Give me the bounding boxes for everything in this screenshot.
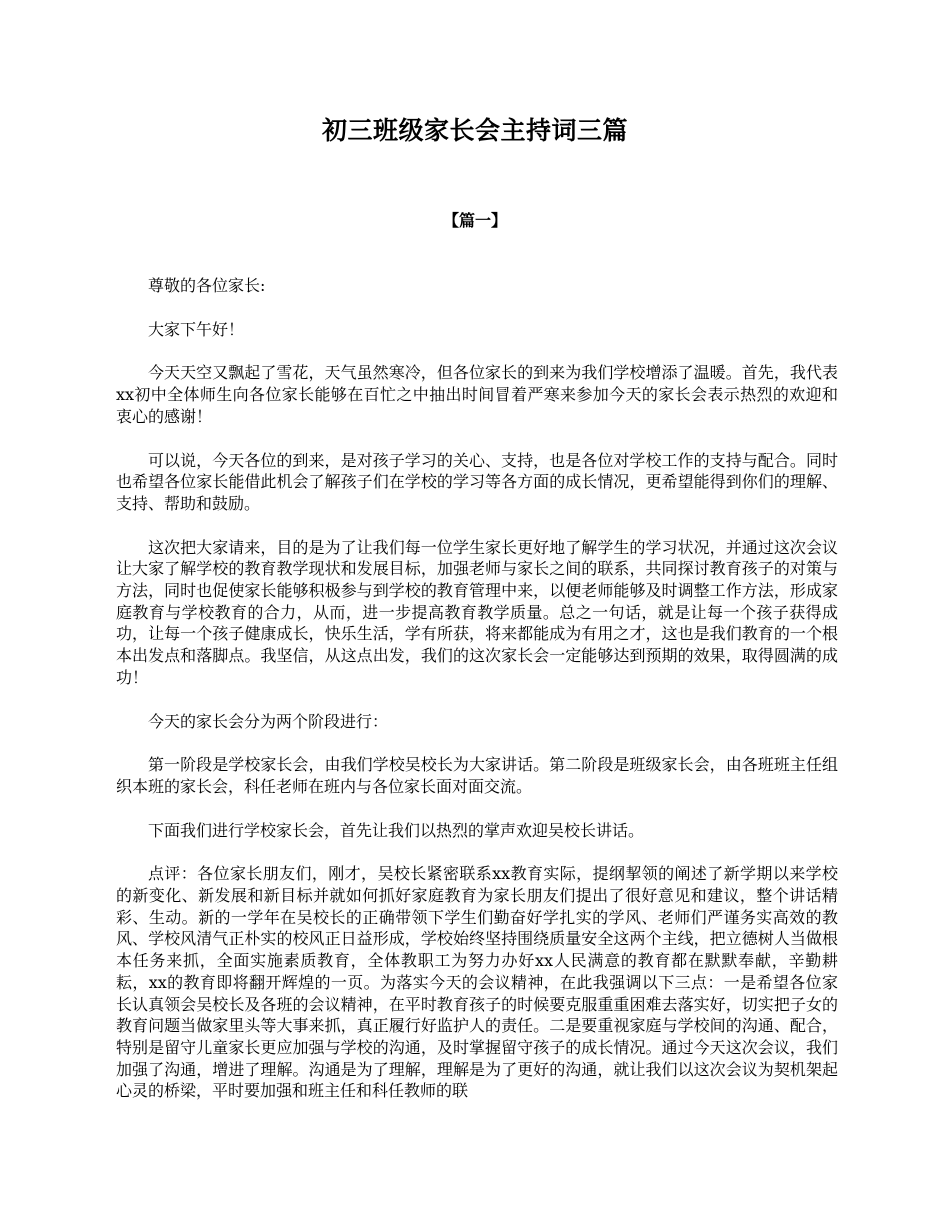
- paragraph: 下面我们进行学校家长会，首先让我们以热烈的掌声欢迎吴校长讲话。: [148, 820, 645, 840]
- paragraph: 今天的家长会分为两个阶段进行：: [148, 711, 389, 731]
- paragraph: 第一阶段是学校家长会，由我们学校吴校长为大家讲话。第二阶段是班级家长会，由各班班主任组织本班的家长会，科任老师在班内与各位家长面对面交流。: [116, 755, 838, 796]
- paragraph: 点评：各位家长朋友们，刚才，吴校长紧密联系xx教育实际，提纲挈领的阐述了新学期以来学校的新变化、新发展和新目标并就如何抓好家庭教育为家长朋友们提出了很好意见和建议，整个讲话精彩、生动。新的一学年在吴校长的正确带领下学生们勤奋好学扎实的学风、老师们严谨务实高效的教风、学校风清气正朴实的校风正日益形成，学校始终坚持围绕质量安全这两个主线，把立德树人当做根本任务来抓，全面实施素质教育，全体教职工为努力办好xx人民满意的教育都在默默奉献，辛勤耕耘，xx的教育即将翻开辉煌的一页。为落实今天的会议精神，在此我强调以下三点：一是希望各位家长认真领会吴校长及各班的会议精神，在平时教育孩子的时候要克服重重困难去落实好，切实把子女的教育问题当做家里头等大事来抓，真正履行好监护人的责任。二是要重视家庭与学校间的沟通、配合，特别是留守儿童家长更应加强与学校的沟通，及时掌握留守孩子的成长情况。通过今天这次会议，我们加强了沟通，增进了理解。沟通是为了理解，理解是为了更好的沟通，就让我们以这次会议为契机架起心灵的桥梁，平时要加强和班主任和科任教师的联: [116, 864, 838, 1101]
- paragraph: 这次把大家请来，目的是为了让我们每一位学生家长更好地了解学生的学习状况，并通过这次会议让大家了解学校的教育教学现状和发展目标，加强老师与家长之间的联系，共同探讨教育孩子的对策与方法，同时也促使家长能够积极参与到学校的教育管理中来，以便老师能够及时调整工作方法，形成家庭教育与学校教育的合力，从而，进一步提高教育教学质量。总之一句话，就是让每一个孩子获得成功，让每一个孩子健康成长，快乐生活，学有所获，将来都能成为有用之才，这也是我们教育的一个根本出发点和落脚点。我坚信，从这点出发，我们的这次家长会一定能够达到预期的效果，取得圆满的成功！: [116, 537, 838, 687]
- document-body: [116, 275, 838, 1124]
- paragraph-greeting: 大家下午好！: [148, 319, 245, 339]
- paragraph: 可以说，今天各位的到来，是对孩子学习的关心、支持，也是各位对学校工作的支持与配合。同时也希望各位家长能借此机会了解孩子们在学校的学习等各方面的成长情况，更希望能得到你们的理解、支持、帮助和鼓励。: [116, 450, 838, 513]
- paragraph: 今天天空又飘起了雪花，天气虽然寒冷，但各位家长的到来为我们学校增添了温暖。首先，我代表xx初中全体师生向各位家长能够在百忙之中抽出时间冒着严寒来参加今天的家长会表示热烈的欢迎和衷心的感谢！: [116, 363, 838, 426]
- section-heading: 【篇一】: [442, 211, 507, 230]
- document-title: 初三班级家长会主持词三篇: [321, 116, 628, 145]
- paragraph-salutation: 尊敬的各位家长:: [148, 276, 266, 295]
